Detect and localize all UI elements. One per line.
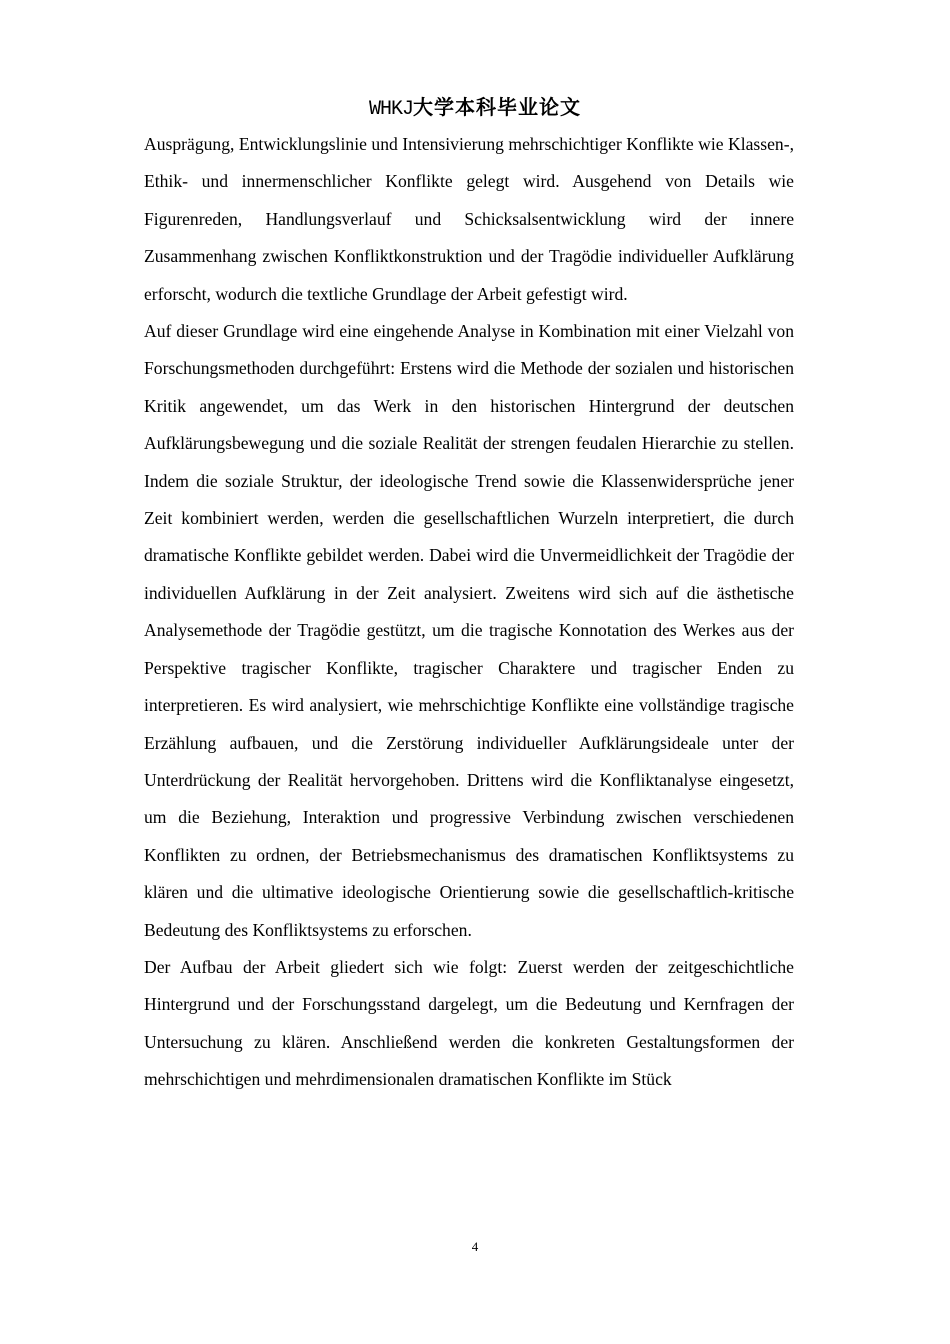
page-number: 4: [471, 1239, 479, 1254]
body-text: [144, 126, 794, 1099]
header-title: 大学本科毕业论文: [413, 95, 581, 119]
page-header: [0, 94, 950, 123]
header-prefix: WHKJ: [368, 98, 413, 121]
paragraph-3: Der Aufbau der Arbeit gliedert sich wie folgt: Zuerst werden der zeitgeschichtliche Hintergrund und der Forschungsstand dargelegt, um die Bedeutung und Kernfragen der Untersuchung zu klären. Anschließend werden die konkreten Gestaltungsformen der mehrschichtigen und mehrdimensionalen dramatischen Konflikte im Stück: [144, 956, 794, 1090]
paragraph-2: Auf dieser Grundlage wird eine eingehende Analyse in Kombination mit einer Vielzahl von Forschungsmethoden durchgeführt: Erstens wird die Methode der sozialen und historischen Kritik angewendet, um das Werk in den historischen Hintergrund der deutschen Aufklärungsbewegung und die soziale Realität der strengen feudalen Hierarchie zu stellen. Indem die soziale Struktur, der ideologische Trend sowie die Klassenwidersprüche jener Zeit kombiniert werden, werden die gesellschaftlichen Wurzeln interpretiert, die durch dramatische Konflikte gebildet werden. Dabei wird die Unvermeidlichkeit der Tragödie der individuellen Aufklärung in der Zeit analysiert. Zweitens wird sich auf die ästhetische Analysemethode der Tragödie gestützt, um die tragische Konnotation des Werkes aus der Perspektive tragischer Konflikte, tragischer Charaktere und tragischer Enden zu interpretieren. Es wird analysiert, wie mehrschichtige Konflikte eine vollständige tragische Erzählung aufbauen, und die Zerstörung individueller Aufklärungsideale unter der Unterdrückung der Realität hervorgehoben. Drittens wird die Konfliktanalyse eingesetzt, um die Beziehung, Interaktion und progressive Verbindung zwischen verschiedenen Konflikten zu ordnen, der Betriebsmechanismus des dramatischen Konfliktsystems zu klären und die ultimative ideologische Orientierung sowie die gesellschaftlich-kritische Bedeutung des Konfliktsystems zu erforschen.: [144, 321, 794, 940]
paragraph-1: Ausprägung, Entwicklungslinie und Intensivierung mehrschichtiger Konflikte wie Klassen-, Ethik- und innermenschlicher Konflikte gelegt wird. Ausgehend von Details wie Figurenreden, Handlungsverlauf und Schicksalsentwicklung wird der innere Zusammenhang zwischen Konfliktkonstruktion und der Tragödie individueller Aufklärung erforscht, wodurch die textliche Grundlage der Arbeit gefestigt wird.: [144, 134, 794, 304]
